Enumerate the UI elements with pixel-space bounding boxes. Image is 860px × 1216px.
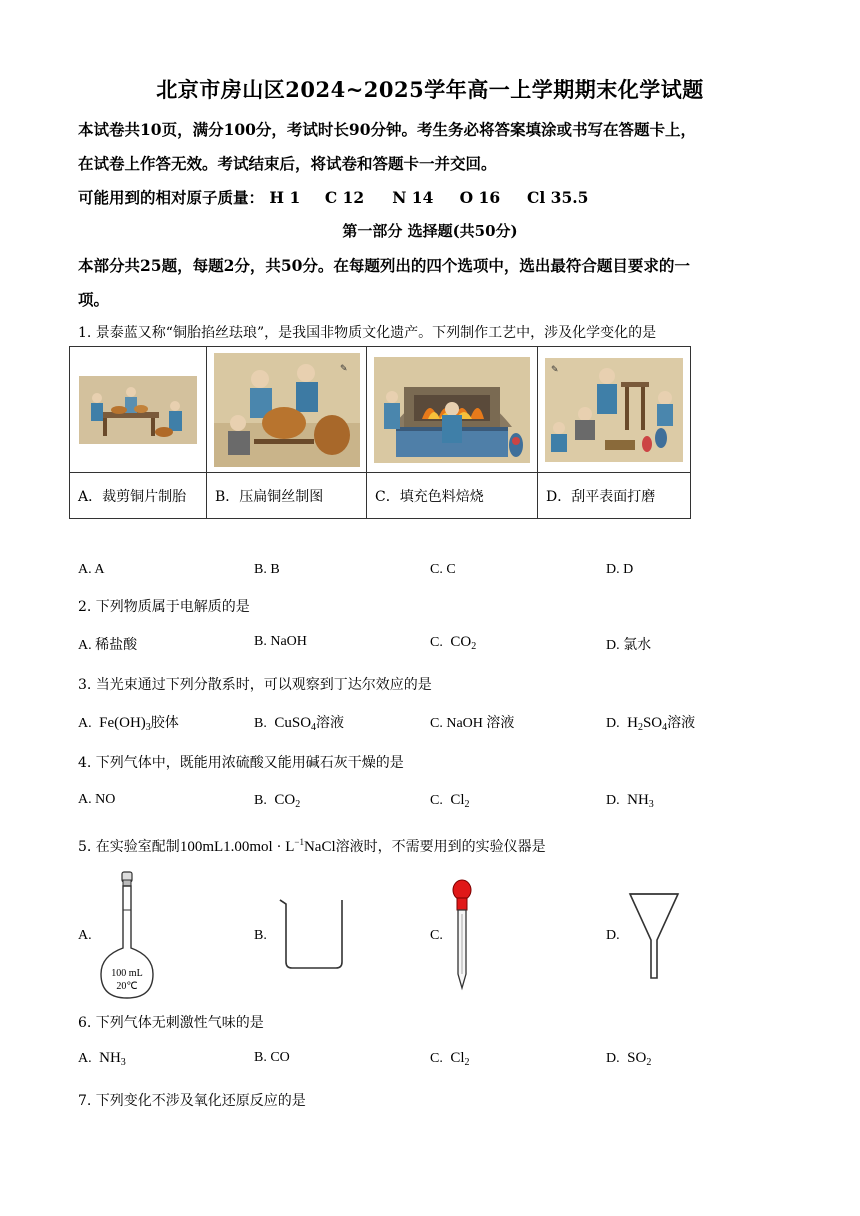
q2-option-c-label: C. xyxy=(430,635,443,650)
q3-option-b[interactable]: B. CuSO$_4$溶液 xyxy=(254,715,345,733)
q1-option-a[interactable]: A. A xyxy=(78,562,105,577)
flask-volume-text: 100 mL xyxy=(111,968,143,979)
q5-concentration: $100mL1.00mol \cdot L^{-1}NaCl$ xyxy=(179,837,336,855)
q6-option-b[interactable]: B. CO xyxy=(254,1050,290,1065)
intro-line-1: 本试卷共10页，满分100分，考试时长90分钟。考生务必将答案填涂或书写在答题卡上， xyxy=(78,120,696,139)
page-title: 北京市房山区2024~2025学年高一上学期期末化学试题 xyxy=(156,77,704,102)
q4-option-d[interactable]: D. $NH_3$ xyxy=(606,792,654,810)
q4-option-a[interactable]: A. NO xyxy=(78,792,116,807)
q6-option-c[interactable]: C. $Cl_2$ xyxy=(430,1050,470,1068)
q1-image-b xyxy=(207,347,367,473)
q6-stem: 6. 下列气体无刺激性气味的是 xyxy=(78,1015,264,1031)
q1-image-d xyxy=(538,347,691,473)
q3-option-a[interactable]: A. $Fe(OH)_3$胶体 xyxy=(78,715,179,733)
q3-option-c[interactable]: C. NaOH 溶液 xyxy=(430,716,515,731)
q1-option-c[interactable]: C. C xyxy=(430,562,456,577)
atomic-mass-o: O 16 xyxy=(459,188,501,207)
q1-caption-a: A．裁剪铜片制胎 xyxy=(70,473,207,519)
q5-option-c[interactable]: C. xyxy=(430,928,443,943)
atomic-mass-c: C 12 xyxy=(324,188,365,207)
q1-image-c xyxy=(367,347,538,473)
q2-option-c-formula: $CO_2$ xyxy=(450,634,477,652)
craft-polishing-illustration xyxy=(545,358,683,462)
q6-option-d[interactable]: D. $SO_2$ xyxy=(606,1050,652,1068)
craft-cutting-illustration xyxy=(79,376,197,444)
q1-caption-b: B．压扁铜丝制图 xyxy=(207,473,367,519)
q3-stem: 3. 当光束通过下列分散系时，可以观察到丁达尔效应的是 xyxy=(78,677,432,693)
atomic-masses-label: 可能用到的相对原子质量： xyxy=(78,188,265,207)
atomic-mass-n: N 14 xyxy=(392,188,434,207)
flask-temp-text: 20℃ xyxy=(116,981,138,992)
q2-stem: 2. 下列物质属于电解质的是 xyxy=(78,599,250,615)
q4-stem: 4. 下列气体中，既能用浓硫酸又能用碱石灰干燥的是 xyxy=(78,755,404,771)
q7-stem: 7. 下列变化不涉及氧化还原反应的是 xyxy=(78,1093,306,1109)
q4-option-c[interactable]: C. $Cl_2$ xyxy=(430,792,470,810)
svg-text:✎: ✎ xyxy=(339,363,348,374)
svg-text:✎: ✎ xyxy=(551,364,559,375)
q1-stem: 1. 景泰蓝又称“铜胎掐丝珐琅”，是我国非物质文化遗产。下列制作工艺中，涉及化学变化的是 xyxy=(78,325,657,341)
q5-stem: 5. 在实验室配制$100mL1.00mol \cdot L^{-1}NaCl$溶液时，不需要用到的实验仪器是 xyxy=(78,837,546,855)
craft-firing-illustration xyxy=(374,357,530,463)
part1-heading: 第一部分 选择题(共50分) xyxy=(342,222,518,240)
atomic-mass-h: H 1 xyxy=(269,188,301,207)
q5-option-b[interactable]: B. xyxy=(254,928,267,943)
volumetric-flask-icon[interactable] xyxy=(96,870,158,1002)
part1-desc-line-1: 本部分共25题，每题2分，共50分。在每题列出的四个选项中，选出最符合题目要求的一 xyxy=(78,256,690,275)
q4-option-b[interactable]: B. $CO_2$ xyxy=(254,792,301,810)
q5-option-d[interactable]: D. xyxy=(606,928,620,943)
q1-table xyxy=(69,346,691,519)
atomic-mass-cl: Cl 35.5 xyxy=(527,188,589,207)
part1-desc-line-2: 项。 xyxy=(78,290,110,309)
q5-option-a[interactable]: A. xyxy=(78,928,92,943)
q2-option-a[interactable]: A. 稀盐酸 xyxy=(78,638,138,653)
atomic-masses xyxy=(78,186,588,208)
q6-option-a[interactable]: A. $NH_3$ xyxy=(78,1050,126,1068)
q2-option-c[interactable] xyxy=(430,634,476,652)
q1-caption-d: D．刮平表面打磨 xyxy=(538,473,691,519)
q2-option-b[interactable]: B. NaOH xyxy=(254,634,307,649)
q2-option-d[interactable]: D. 氯水 xyxy=(606,638,652,653)
beaker-icon[interactable] xyxy=(276,896,350,972)
q1-option-d[interactable]: D. D xyxy=(606,562,634,577)
craft-wire-pressing-illustration xyxy=(214,353,360,467)
q1-image-a xyxy=(70,347,207,473)
q3-option-d[interactable]: D. $H_2SO_4$溶液 xyxy=(606,715,696,733)
q1-option-b[interactable]: B. B xyxy=(254,562,280,577)
intro-line-2: 在试卷上作答无效。考试结束后，将试卷和答题卡一并交回。 xyxy=(78,154,497,173)
funnel-icon[interactable] xyxy=(628,890,680,982)
dropper-icon[interactable] xyxy=(450,878,474,992)
q1-caption-c: C．填充色料焙烧 xyxy=(367,473,538,519)
